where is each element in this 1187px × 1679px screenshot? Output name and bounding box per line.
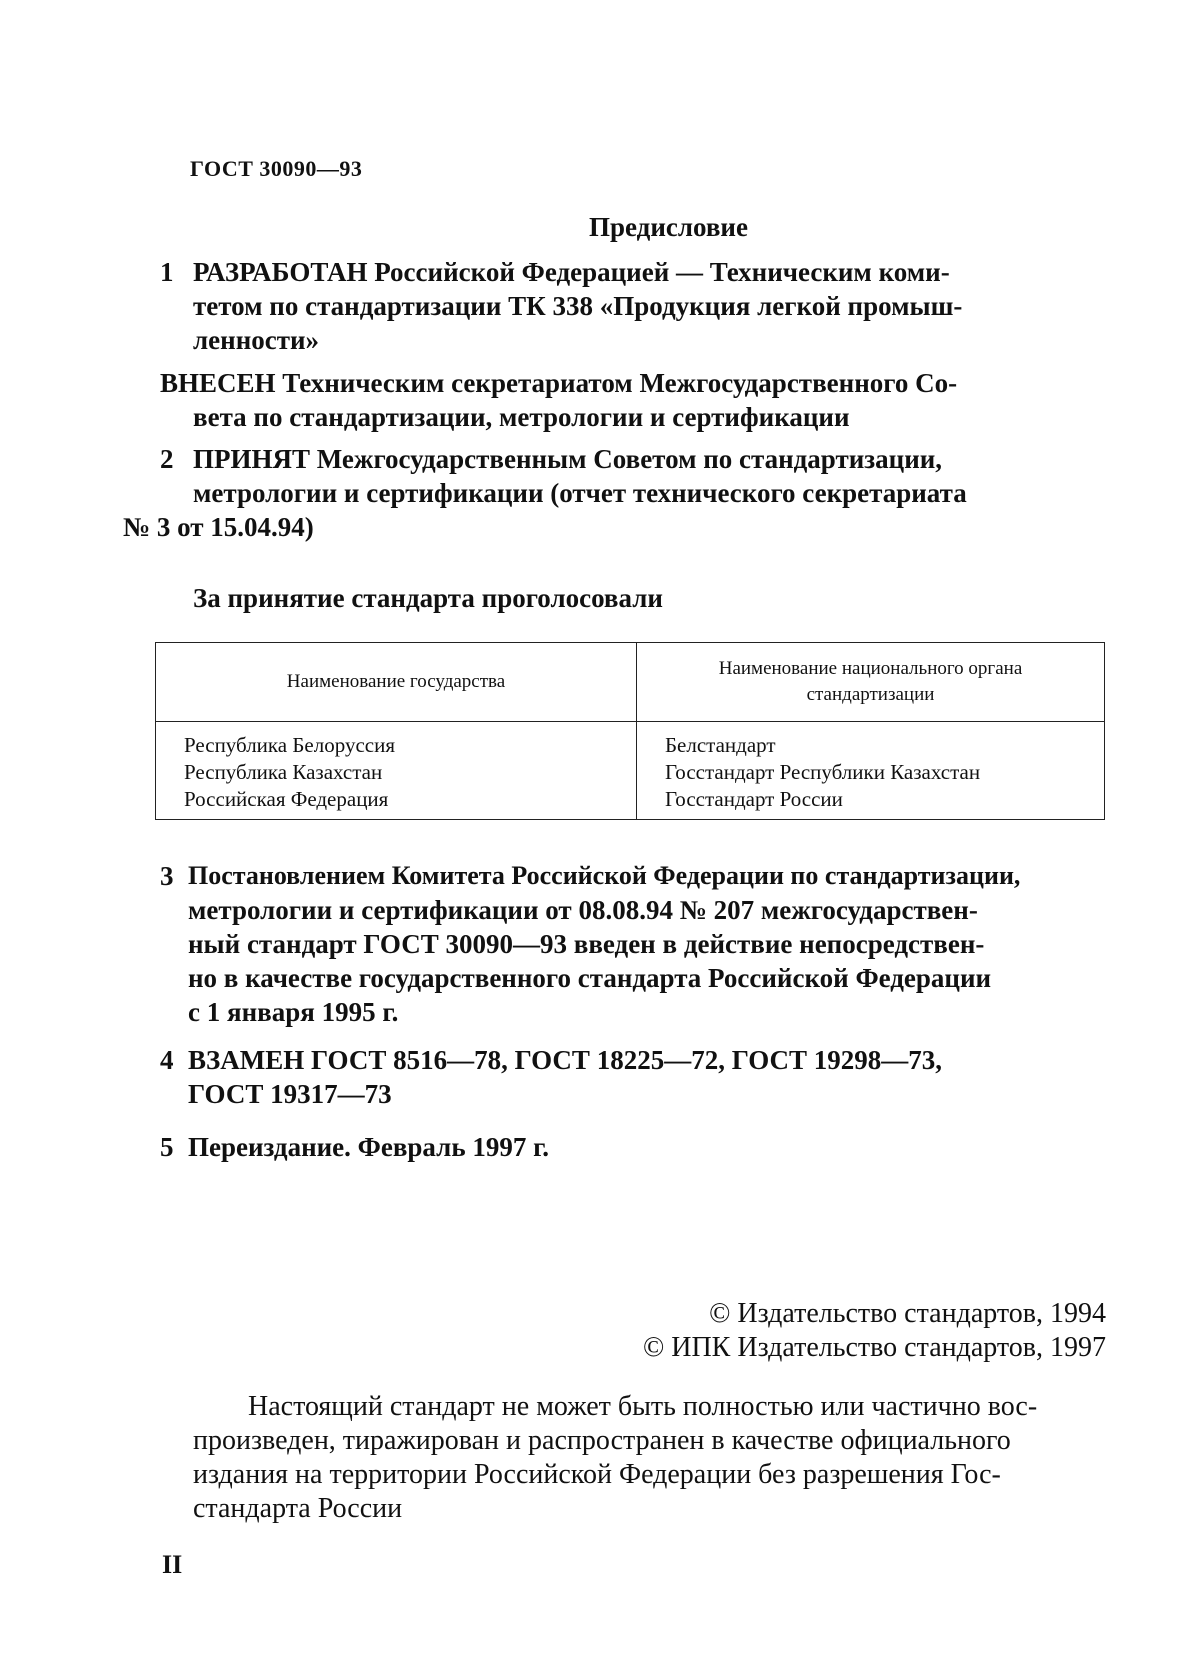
item-number: 2 xyxy=(160,444,174,474)
item-line: № 3 от 15.04.94) xyxy=(123,512,314,542)
item-number: 5 xyxy=(160,1132,174,1162)
item-number: 4 xyxy=(160,1045,174,1075)
item-line: но в качестве государственного стандарта Российской Федерации xyxy=(188,963,992,993)
copyright-line: © Издательство стандартов, 1994 xyxy=(709,1298,1106,1329)
item-line: ный стандарт ГОСТ 30090—93 введен в действие непосредствен- xyxy=(188,929,985,959)
body-name: Госстандарт России xyxy=(665,787,843,811)
item-line: метрологии и сертификации от 08.08.94 № 207 межгосударствен- xyxy=(188,895,978,925)
state-name: Российская Федерация xyxy=(184,787,389,811)
item-line: тетом по стандартизации ТК 338 «Продукция легкой промыш- xyxy=(193,291,963,321)
item-line: ПРИНЯТ Межгосударственным Советом по стандартизации, xyxy=(193,444,943,474)
item-line: метрологии и сертификации (отчет технического секретариата xyxy=(193,478,967,508)
item-line: ленности» xyxy=(193,325,320,355)
standard-code: ГОСТ 30090—93 xyxy=(190,156,363,181)
item-line: ВЗАМЕН ГОСТ 8516—78, ГОСТ 18225—72, ГОСТ 19298—73, xyxy=(188,1045,943,1075)
item-adopted xyxy=(123,442,1106,544)
item-line: РАЗРАБОТАН Российской Федерацией — Техническим коми- xyxy=(193,257,950,287)
page-number: II xyxy=(162,1550,183,1579)
item-reissue xyxy=(160,1130,1106,1164)
item-line: ГОСТ 19317—73 xyxy=(188,1079,392,1109)
notice-line: стандарта России xyxy=(193,1493,403,1524)
item-line: ВНЕСЕН Техническим секретариатом Межгосударственного Со- xyxy=(160,368,958,398)
state-name: Республика Казахстан xyxy=(184,760,383,784)
header-standards-body: Наименование национального органа стандартизации xyxy=(637,643,1105,722)
item-line: вета по стандартизации, метрологии и сертификации xyxy=(193,402,850,432)
table-header-row xyxy=(156,643,1105,722)
voting-table xyxy=(155,642,1105,820)
item-developed xyxy=(160,255,1106,357)
notice-line: произведен, тиражирован и распространен в качестве официального xyxy=(193,1425,1011,1456)
state-name: Республика Белоруссия xyxy=(184,733,395,757)
copyright-line: © ИПК Издательство стандартов, 1997 xyxy=(642,1332,1106,1363)
item-number: 3 xyxy=(160,861,174,891)
states-cell xyxy=(156,722,637,820)
reproduction-notice xyxy=(193,1390,1106,1526)
bodies-cell xyxy=(637,722,1105,820)
item-replaces xyxy=(160,1043,1106,1111)
notice-line: издания на территории Российской Федерации без разрешения Гос- xyxy=(193,1459,1001,1490)
notice-line: Настоящий стандарт не может быть полностью или частично вос- xyxy=(248,1391,1038,1422)
item-number: 1 xyxy=(160,257,174,287)
item-line: Переиздание. Февраль 1997 г. xyxy=(188,1132,550,1162)
preface-title: Предисловие xyxy=(589,212,748,242)
vote-title: За принятие стандарта проголосовали xyxy=(193,583,663,613)
body-name: Госстандарт Республики Казахстан xyxy=(665,760,981,784)
item-line: Постановлением Комитета Российской Федерации по стандартизации, xyxy=(188,861,1021,890)
table-row xyxy=(156,722,1105,820)
header-state: Наименование государства xyxy=(156,643,637,722)
body-name: Белстандарт xyxy=(665,733,776,757)
item-introduced xyxy=(160,366,1106,434)
item-resolution xyxy=(160,859,1106,1029)
copyright-block xyxy=(643,1297,1106,1365)
item-line: с 1 января 1995 г. xyxy=(188,997,399,1027)
